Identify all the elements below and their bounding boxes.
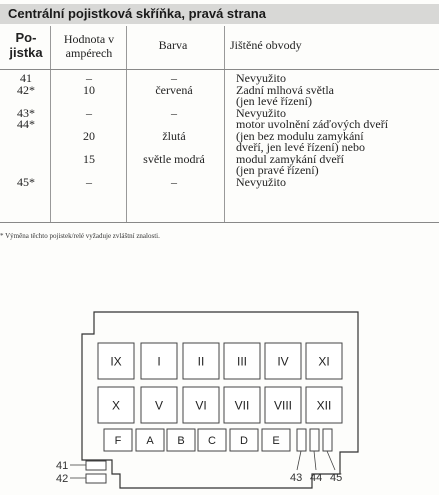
fuse-slot-label: IV bbox=[277, 354, 289, 369]
cell-amp: – bbox=[86, 105, 92, 120]
header-circuits: Jištěné obvody bbox=[230, 38, 302, 52]
cell-color: – bbox=[171, 174, 177, 189]
cell-circuit: modul zamykání dveří bbox=[236, 151, 344, 166]
fuse-42 bbox=[86, 474, 106, 483]
left-fuse-group bbox=[56, 460, 106, 485]
cell-color: světle modrá bbox=[143, 151, 205, 166]
fuse-slot-label: I bbox=[157, 354, 161, 369]
header-position-line1: Po- bbox=[15, 30, 37, 45]
label-44: 44 bbox=[310, 472, 323, 484]
label-43: 43 bbox=[290, 472, 303, 484]
fuse-slot-label: C bbox=[208, 434, 216, 447]
cell-circuit: (jen bez modulu zamykání bbox=[236, 128, 364, 143]
header-amperes-line1: Hodnota v bbox=[63, 32, 115, 46]
cell-pos: 41 bbox=[20, 71, 32, 85]
leader-45 bbox=[327, 451, 335, 470]
fuse-slot-label: IX bbox=[110, 354, 122, 369]
fuse-row-roman-2 bbox=[98, 387, 342, 423]
fuse-slot-label: D bbox=[240, 434, 248, 447]
table-title: Centrální pojistková skříňka, pravá strana bbox=[0, 4, 439, 24]
label-41: 41 bbox=[56, 460, 69, 472]
cell-color: žlutá bbox=[162, 128, 186, 143]
fuse-slot-label: VIII bbox=[273, 398, 293, 413]
fuse-row-letters bbox=[104, 429, 290, 451]
cell-amp: 10 bbox=[83, 82, 95, 97]
leader-44 bbox=[314, 451, 316, 470]
cell-circuit: dveří, jen levé řízení) nebo bbox=[236, 140, 365, 154]
fuse-43 bbox=[297, 429, 306, 451]
header-color: Barva bbox=[158, 38, 188, 52]
cell-circuit: Nevyužito bbox=[236, 71, 286, 85]
header-position-line2: jistka bbox=[9, 45, 43, 60]
cell-circuit: motor uvolnění záďových dveří bbox=[236, 117, 389, 131]
label-45: 45 bbox=[330, 472, 343, 484]
cell-circuit: Nevyužito bbox=[236, 174, 286, 189]
cell-circuit: Nevyužito bbox=[236, 105, 286, 120]
cell-circuit: (jen pravé řízení) bbox=[236, 163, 319, 177]
footnote: * Výměna těchto pojistek/relé vyžaduje zvláštní znalosti. bbox=[0, 232, 160, 240]
fuse-slot-label: B bbox=[177, 434, 185, 447]
fuse-45 bbox=[323, 429, 332, 451]
fuse-row-roman-1 bbox=[98, 343, 342, 379]
fuse-slot-label: E bbox=[272, 434, 280, 447]
cell-color: červená bbox=[155, 82, 193, 97]
fuse-slot-label: V bbox=[154, 398, 164, 413]
fuse-slot-label: X bbox=[111, 398, 121, 413]
fuse-slot-label: XI bbox=[318, 354, 330, 369]
cell-circuit: (jen levé řízení) bbox=[236, 94, 312, 108]
small-fuse-group bbox=[290, 429, 342, 484]
leader-43 bbox=[297, 451, 301, 470]
fuse-44 bbox=[310, 429, 319, 451]
fuse-slot-label: II bbox=[197, 354, 205, 369]
cell-pos: 45* bbox=[17, 174, 35, 189]
cell-color: – bbox=[171, 105, 177, 120]
header-amperes-line2: ampérech bbox=[65, 46, 113, 60]
cell-amp: – bbox=[86, 174, 92, 189]
fuse-slot-label: III bbox=[236, 354, 248, 369]
cell-pos: 44* bbox=[17, 117, 35, 131]
cell-amp: – bbox=[86, 71, 92, 85]
fuse-slot-label: VI bbox=[195, 398, 207, 413]
cell-amp: 15 bbox=[83, 151, 95, 166]
fuse-slot-label: VII bbox=[234, 398, 250, 413]
label-42: 42 bbox=[56, 473, 69, 485]
cell-color: – bbox=[171, 71, 177, 85]
fuse-41 bbox=[86, 461, 106, 470]
cell-circuit: Zadní mlhová světla bbox=[236, 82, 334, 97]
cell-pos: 42* bbox=[17, 82, 35, 97]
fuse-slot-label: A bbox=[146, 434, 154, 447]
fuse-slot-label: F bbox=[114, 434, 122, 447]
cell-pos: 43* bbox=[17, 105, 35, 120]
fuse-slot-label: XII bbox=[316, 398, 332, 413]
cell-amp: 20 bbox=[83, 128, 95, 143]
